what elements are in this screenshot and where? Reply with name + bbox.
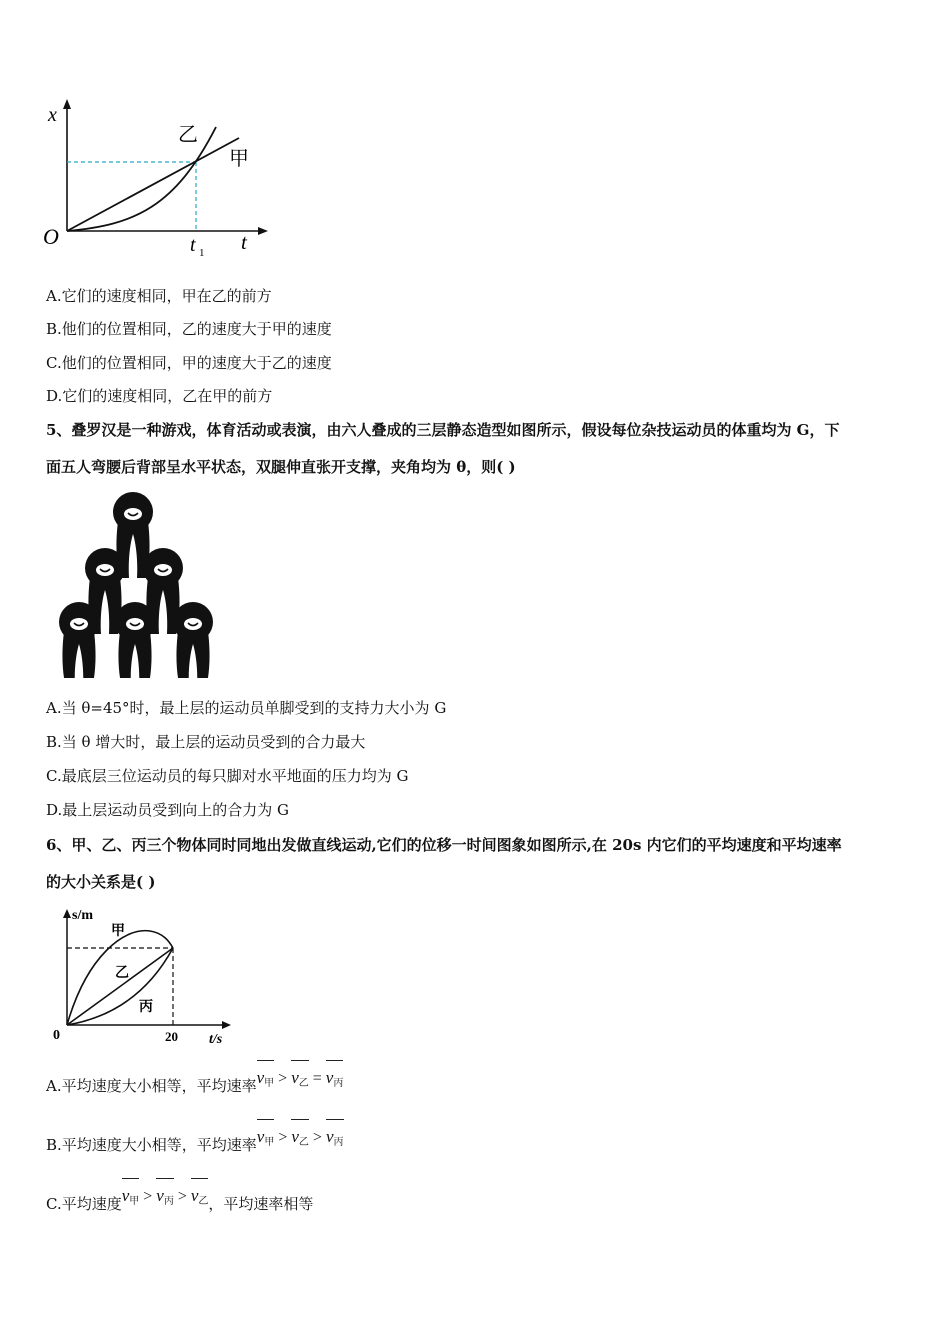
q6-option-b-formula: v甲 > v乙 > v丙 xyxy=(257,1127,344,1147)
s-axis-arrow xyxy=(63,909,71,918)
t-axis-label: t/s xyxy=(209,1032,223,1047)
t1-subscript: 1 xyxy=(199,247,205,259)
v-yi: v乙 xyxy=(291,1068,309,1087)
t-axis-arrow xyxy=(222,1021,231,1029)
origin-label: 0 xyxy=(53,1028,60,1043)
q5-option-d[interactable]: D.最上层运动员受到向上的合力为 G xyxy=(46,801,290,819)
q5-stem-line2: 面五人弯腰后背部呈水平状态，双腿伸直张开支撑，夹角均为 θ，则( ) xyxy=(46,458,516,476)
q6-option-c-tail: ，平均速率相等 xyxy=(208,1195,314,1213)
curve-jia xyxy=(67,138,239,231)
v-jia: v甲 xyxy=(257,1068,275,1087)
q4-option-c[interactable]: C.他们的位置相同，甲的速度大于乙的速度 xyxy=(46,354,332,372)
q6-option-a[interactable] xyxy=(46,1068,344,1096)
q6-option-c[interactable] xyxy=(46,1186,314,1214)
bottom-acrobat-left xyxy=(59,602,99,678)
curve-yi xyxy=(67,948,173,1025)
label-yi: 乙 xyxy=(178,122,198,146)
label-yi: 乙 xyxy=(115,965,129,981)
v-yi: v乙 xyxy=(291,1127,309,1146)
v-bing: v丙 xyxy=(326,1068,344,1087)
st-graph xyxy=(45,905,240,1050)
q6-stem-line2: 的大小关系是( ) xyxy=(46,873,156,891)
label-bing: 丙 xyxy=(139,999,153,1015)
q5-option-a[interactable]: A.当 θ=45°时，最上层的运动员单脚受到的支持力大小为 G xyxy=(46,699,447,717)
label-jia: 甲 xyxy=(111,923,125,939)
v-jia: v甲 xyxy=(122,1186,140,1205)
x-tick-20: 20 xyxy=(165,1029,178,1044)
q4-option-a[interactable]: A.它们的速度相同，甲在乙的前方 xyxy=(46,287,272,305)
acrobat-pyramid-illustration xyxy=(55,492,225,678)
t-axis-arrow xyxy=(258,227,268,235)
q5-option-b[interactable]: B.当 θ 增大时，最上层的运动员受到的合力最大 xyxy=(46,733,366,751)
bottom-acrobat-right xyxy=(173,602,213,678)
v-yi: v乙 xyxy=(191,1186,209,1205)
bottom-acrobat-middle xyxy=(115,602,155,678)
t-axis-label: t xyxy=(241,230,247,254)
t1-label: t xyxy=(190,234,196,256)
q6-option-b-text: B.平均速度大小相等，平均速率 xyxy=(46,1136,257,1154)
q4-option-b[interactable]: B.他们的位置相同，乙的速度大于甲的速度 xyxy=(46,320,332,338)
v-jia: v甲 xyxy=(257,1127,275,1146)
q5-stem-line1: 5、叠罗汉是一种游戏，体育活动或表演，由六人叠成的三层静态造型如图所示，假设每位杂技运动员的体重均为 G，下 xyxy=(46,421,840,439)
x-axis-arrow xyxy=(63,99,71,109)
x-axis-label: x xyxy=(48,104,57,126)
q6-option-a-text: A.平均速度大小相等，平均速率 xyxy=(46,1077,257,1095)
label-jia: 甲 xyxy=(229,146,249,170)
q6-stem-line1: 6、甲、乙、丙三个物体同时同地出发做直线运动,它们的位移一时间图象如图所示,在 20s 内它们的平均速度和平均速率 xyxy=(46,836,842,854)
q6-option-c-text: C.平均速度 xyxy=(46,1195,122,1213)
v-bing: v丙 xyxy=(326,1127,344,1146)
q6-option-b[interactable] xyxy=(46,1127,344,1155)
origin-label: O xyxy=(43,224,59,249)
q4-option-d[interactable]: D.它们的速度相同，乙在甲的前方 xyxy=(46,387,273,405)
v-bing: v丙 xyxy=(156,1186,174,1205)
xt-graph xyxy=(40,95,280,265)
q6-option-a-formula: v甲 > v乙 = v丙 xyxy=(257,1068,344,1088)
q6-option-c-formula: v甲 > v丙 > v乙 xyxy=(122,1186,209,1206)
q5-option-c[interactable]: C.最底层三位运动员的每只脚对水平地面的压力均为 G xyxy=(46,767,409,785)
s-axis-label: s/m xyxy=(72,908,93,923)
